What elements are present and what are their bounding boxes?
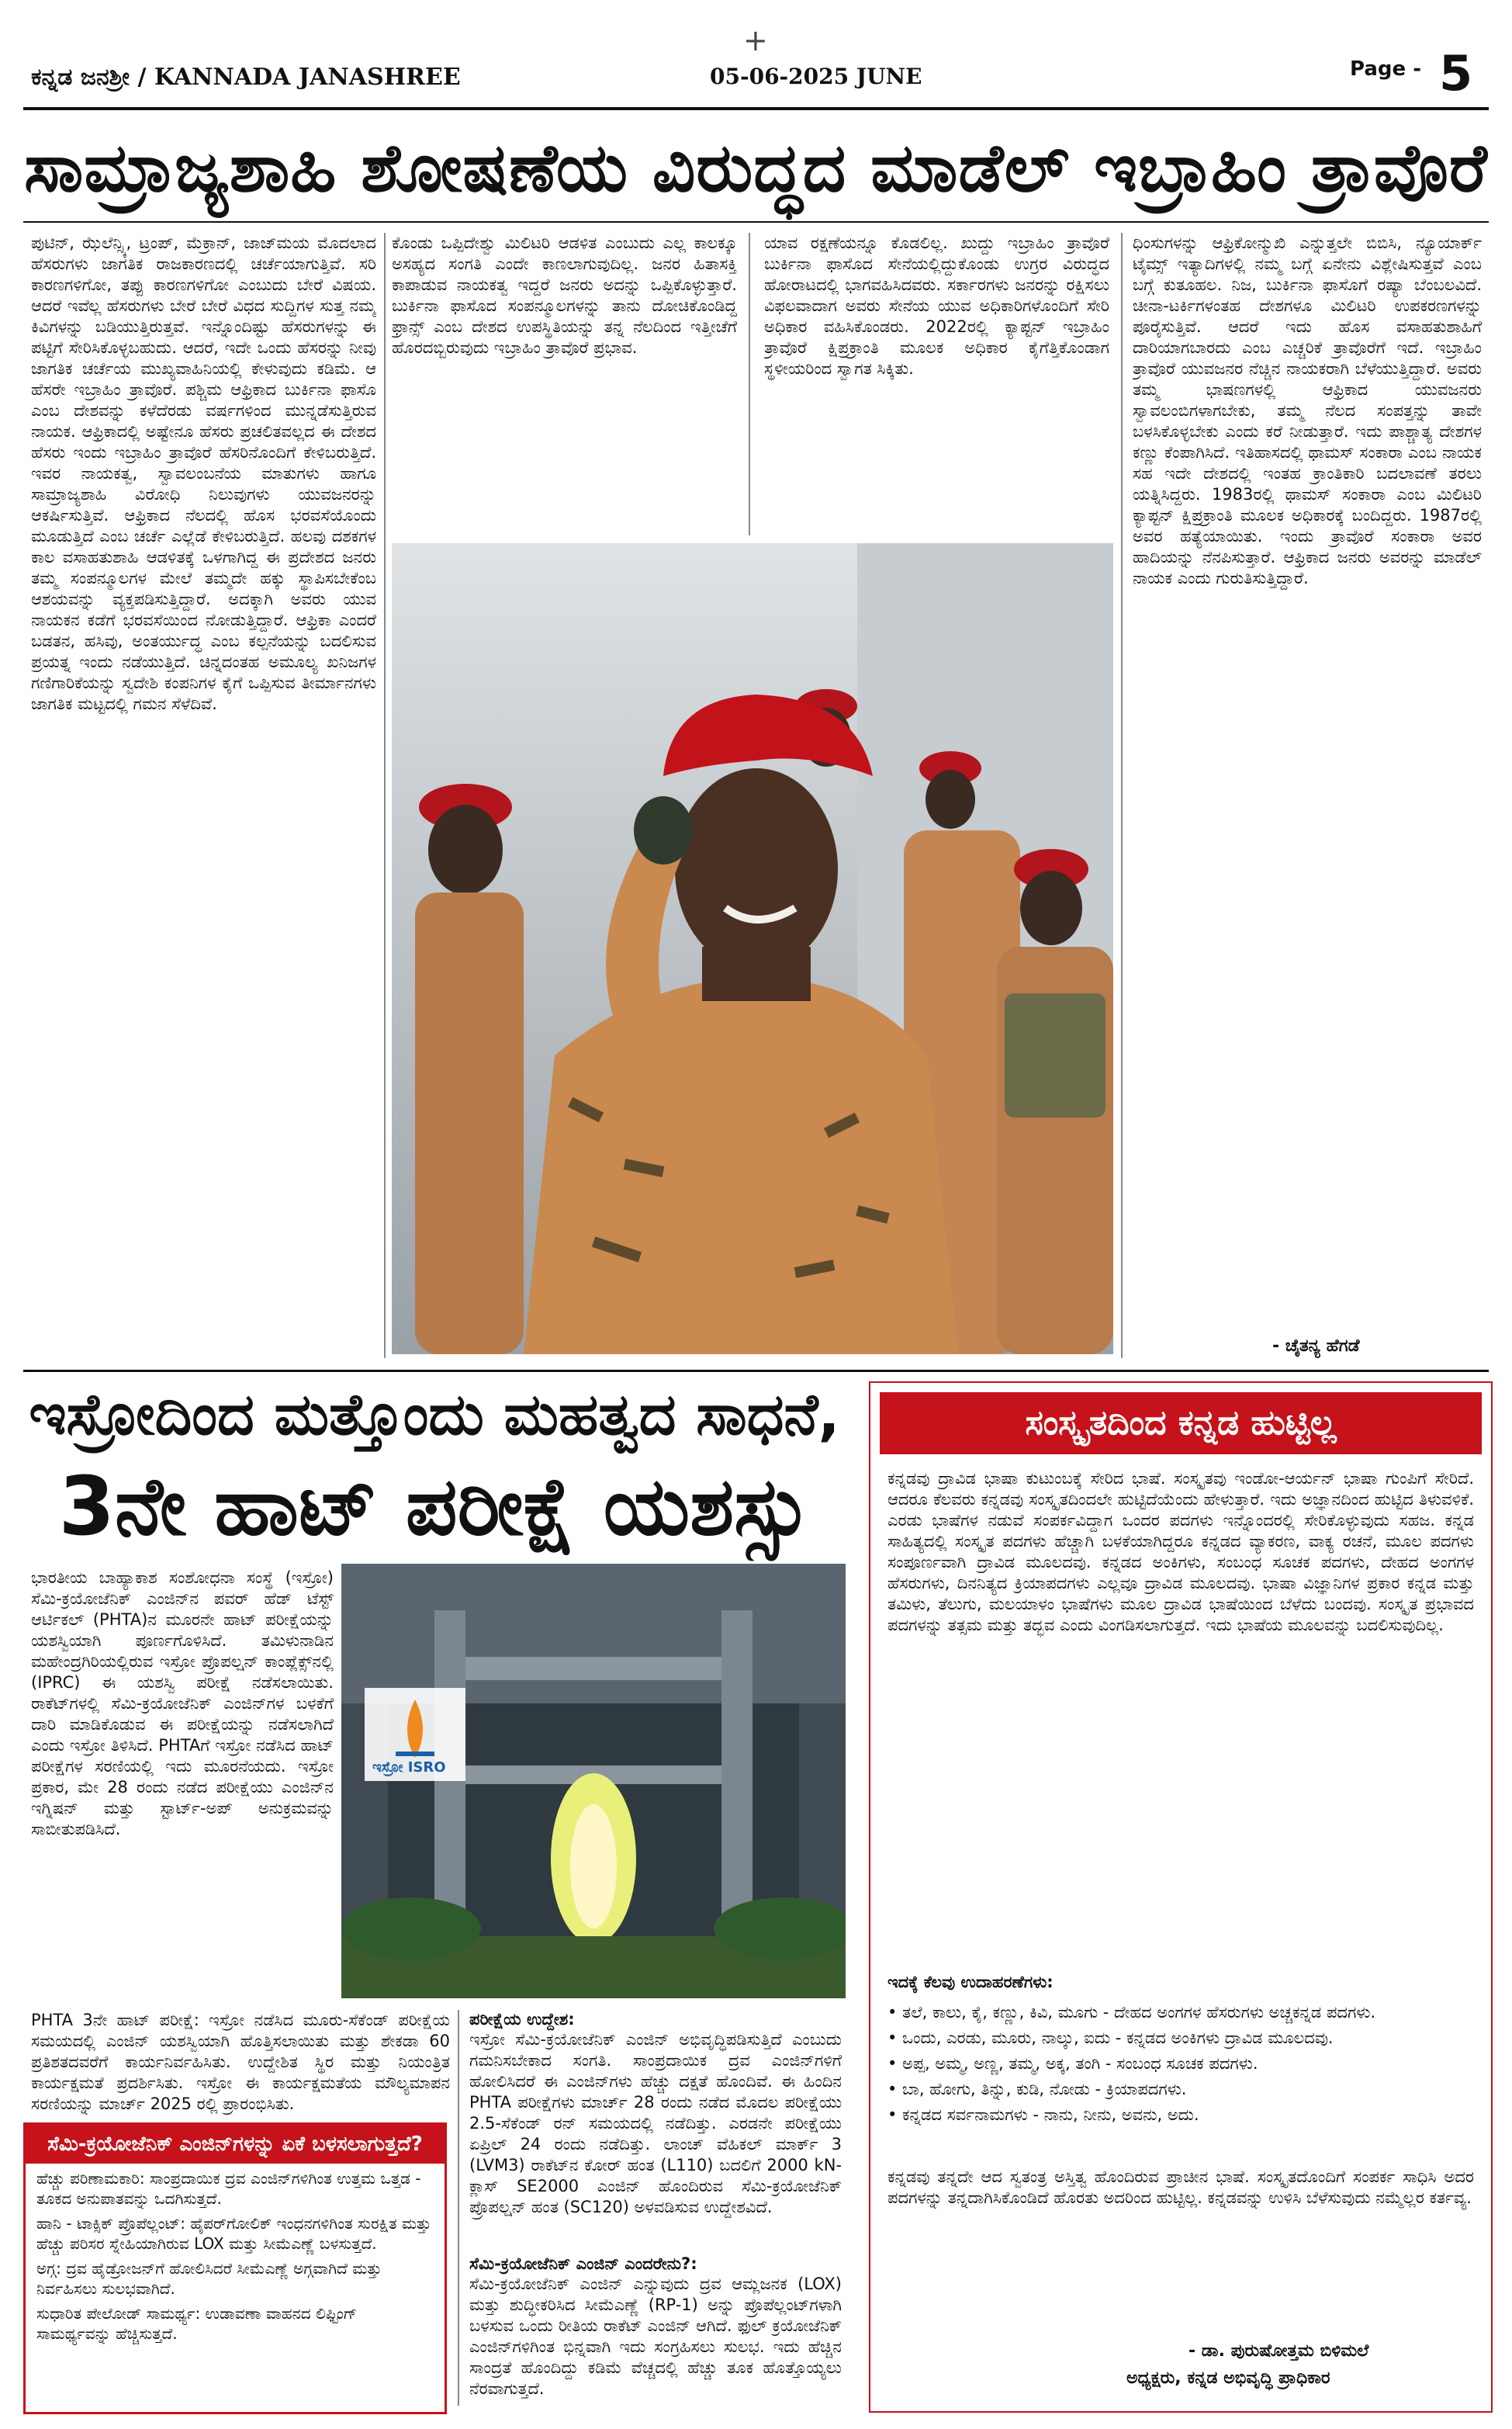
isro-test-photo xyxy=(341,1564,846,1998)
soldier-salute-image xyxy=(392,543,1113,1354)
sidebox-title: ಸೆಮಿ-ಕ್ರಯೋಜೆನಿಕ್ ಎಂಜಿನ್‌ಗಳನ್ನು ಏಕೆ ಬಳಸಲಾಗುತ್ತದೆ? xyxy=(26,2125,445,2164)
section-rule xyxy=(23,1370,1489,1372)
article2-column-b xyxy=(469,2010,842,2251)
column-c-subhead: ಸೆಮಿ-ಕ್ರಯೋಜೆನಿಕ್ ಎಂಜಿನ್ ಎಂದರೇನು?: xyxy=(469,2254,697,2273)
article2-headline-line1: ಇಸ್ರೋದಿಂದ ಮತ್ತೊಂದು ಮಹತ್ವದ ಸಾಧನೆ, xyxy=(29,1381,840,1448)
column-divider xyxy=(1121,233,1123,1358)
article1-column-2-top: ಕೊಂಡು ಒಪ್ಪಿದೇಶ್ವು ಮಿಲಿಟರಿ ಆಡಳಿತ ಎಂಬುದು ಎಲ್ಲ ಕಾಲಕ್ಕೂ ಅಸಹ್ಯದ ಸಂಗತಿ ಎಂದೇ ಕಾಣಲಾಗುವುದಿಲ್ಲ. ಜನರ ಹಿತಾಸಕ್ತಿ ಕಾಪಾಡುವ ನಾಯಕತ್ವ ಇದ್ದರೆ ಜನರು ಅದನ್ನು ಒಪ್ಪಿಕೊಳ್ಳುತ್ತಾರೆ. ಬುರ್ಕಿನಾ ಫಾಸೊದ ಸಂಪನ್ಮೂಲಗಳನ್ನು ತಾನು ದೋಚಿಕೊಂಡಿದ್ದ ಫ್ರಾನ್ಸ್ ಎಂಬ ದೇಶದ ಉಪಸ್ಥಿತಿಯನ್ನು ತನ್ನ ನೆಲದಿಂದ ಇತ್ತೀಚೆಗೆ ಹೊರದಬ್ಬಿರುವುದು ಇಬ್ರಾಹಿಂ ತ್ರಾವೊರೆ ಪ್ರಭಾವ. xyxy=(392,234,737,357)
sanskrit-list-intro: ಇದಕ್ಕೆ ಕೆಲವು ಉದಾಹರಣೆಗಳು: xyxy=(887,1973,1054,1991)
sanskrit-author-title: ಅಧ್ಯಕ್ಷರು, ಕನ್ನಡ ಅಭಿವೃದ್ಧಿ ಪ್ರಾಧಿಕಾರ xyxy=(1126,2368,1330,2388)
article2-headline-line2: 3ನೇ ಹಾಟ್ ಪರೀಕ್ಷೆ ಯಶಸ್ಸು xyxy=(58,1459,811,1554)
sidebox-item: ಸುಧಾರಿತ ಪೇಲೋಡ್ ಸಾಮರ್ಥ್ಯ: ಉಡಾವಣಾ ವಾಹನದ ಲಿಫ್ಟಿಂಗ್ ಸಾಮರ್ಥ್ಯವನ್ನು ಹೆಚ್ಚಿಸುತ್ತದೆ. xyxy=(36,2304,358,2343)
page-label: Page - xyxy=(1350,57,1421,81)
header-rule xyxy=(23,107,1489,110)
column-divider xyxy=(384,233,386,1358)
column-divider xyxy=(749,233,750,535)
sidebox xyxy=(23,2122,447,2414)
article2-column-c xyxy=(469,2254,842,2410)
engine-test-image xyxy=(341,1564,846,1998)
article1-headline: ಸಾಮ್ರಾಜ್ಯಶಾಹಿ ಶೋಷಣೆಯ ವಿರುದ್ಧದ ಮಾಡೆಲ್ ಇಬ್ರಾಹಿಂ ತ್ರಾವೊರೆ xyxy=(24,130,1488,207)
article2-column-a: PHTA 3ನೇ ಹಾಟ್ ಪರೀಕ್ಷೆ: ಇಸ್ರೋ ನಡೆಸಿದ ಮೂರು-ಸೆಕೆಂಡ್ ಪರೀಕ್ಷೆಯ ಸಮಯದಲ್ಲಿ ಎಂಜಿನ್ ಯಶಸ್ವಿಯಾಗಿ ಹೊತ್ತಿಸಲಾಯಿತು ಮತ್ತು ಶೇಕಡಾ 60 ಪ್ರತಿಶತದವರೆಗೆ ಕಾರ್ಯನಿರ್ವಹಿಸಿತು. ಉದ್ದೇಶಿತ ಸ್ಥಿರ ಮತ್ತು ನಿಯಂತ್ರಿತ ಕಾರ್ಯಕ್ಷಮತೆ ಪ್ರದರ್ಶಿಸಿತು. ಇಸ್ರೋ ಈ ಕಾರ್ಯಕ್ಷಮತೆಯ ಮೌಲ್ಯಮಾಪನ ಸರಣಿಯನ್ನು ಮಾರ್ಚ್ 2025 ರಲ್ಲಿ ಪ್ರಾರಂಭಿಸಿತು. xyxy=(31,2011,450,2113)
sanskrit-headline: ಸಂಸ್ಕೃತದಿಂದ ಕನ್ನಡ ಹುಟ್ಟಿಲ್ಲ xyxy=(880,1392,1482,1454)
list-item: • ಒಂದು, ಎರಡು, ಮೂರು, ನಾಲ್ಕು, ಐದು - ಕನ್ನಡದ ಅಂಕಿಗಳು ದ್ರಾವಿಡ ಮೂಲದವು. xyxy=(887,2029,1334,2047)
article1-author: - ಚೈತನ್ಯ ಹೆಗಡೆ xyxy=(1272,1336,1360,1356)
column-c-text: ಸೆಮಿ-ಕ್ರಯೋಜೆನಿಕ್ ಎಂಜಿನ್ ಎನ್ನುವುದು ದ್ರವ ಆಮ್ಲಜನಕ (LOX) ಮತ್ತು ಶುದ್ಧೀಕರಿಸಿದ ಸೀಮೆಎಣ್ಣೆ (RP-1) ಅನ್ನು ಪ್ರೊಪೆಲ್ಲಂಟ್‌ಗಳಾಗಿ ಬಳಸುವ ಒಂದು ರೀತಿಯ ರಾಕೆಟ್ ಎಂಜಿನ್ ಆಗಿದೆ. ಫುಲ್ ಕ್ರಯೋಜೆನಿಕ್ ಎಂಜಿನ್‌ಗಳಿಗಿಂತ ಭಿನ್ನವಾಗಿ ಇದು ಸಂಗ್ರಹಿಸಲು ಸುಲಭ. ಇದು ಹೆಚ್ಚಿನ ಸಾಂದ್ರತೆ ಹೊಂದಿದ್ದು ಕಡಿಮೆ ವೆಚ್ಚದಲ್ಲಿ ಹೆಚ್ಚು ತೂಕ ಹೊತ್ತೊಯ್ಯಲು ನೆರವಾಗುತ್ತದೆ. xyxy=(469,2275,842,2398)
sidebox-item: ಹಾನಿ - ಟಾಕ್ಸಿಕ್ ಪ್ರೊಪೆಲ್ಲಂಟ್: ಹೈಪರ್‌ಗೋಲಿಕ್ ಇಂಧನಗಳಿಗಿಂತ ಸುರಕ್ಷಿತ ಮತ್ತು ಹೆಚ್ಚು ಪರಿಸರ ಸ್ನೇಹಿಯಾಗಿರುವ LOX ಮತ್ತು ಸೀಮೆಎಣ್ಣೆ ಬಳಸುತ್ತದೆ. xyxy=(36,2214,431,2253)
headline-rule xyxy=(23,221,1489,223)
column-b-subhead: ಪರೀಕ್ಷೆಯ ಉದ್ದೇಶ: xyxy=(469,2010,575,2029)
masthead: ಕನ್ನಡ ಜನಶ್ರೀ / KANNADA JANASHREE xyxy=(31,64,461,91)
article1-column-4: ಧಿಂಸುಗಳನ್ನು ಆಫ್ರಿಕೋನ್ಮುಖಿ ಎನ್ನುತ್ತಲೇ ಬಿಬಿಸಿ, ನ್ಯೂಯಾರ್ಕ್ ಟೈಮ್ಸ್ ಇತ್ಯಾದಿಗಳಲ್ಲಿ ನಮ್ಮ ಬಗ್ಗೆ ಏನೇನು ವಿಶ್ಲೇಷಿಸುತ್ತವೆ ಎಂಬ ಬಗ್ಗೆ ಕುತೂಹಲ. ನಿಜ, ಬುರ್ಕಿನಾ ಫಾಸೊಗೆ ರಷ್ಯಾ ಬೆಂಬಲವಿದೆ. ಚೀನಾ-ಟರ್ಕಿಗಳಂತಹ ದೇಶಗಳೂ ಮಿಲಿಟರಿ ಉಪಕರಣಗಳನ್ನು ಪೂರೈಸುತ್ತಿವೆ. ಆದರೆ ಇದು ಹೊಸ ವಸಾಹತುಶಾಹಿಗೆ ದಾರಿಯಾಗಬಾರದು ಎಂಬ ಎಚ್ಚರಿಕೆ ತ್ರಾವೊರೆಗೆ ಇದೆ. ಇಬ್ರಾಹಿಂ ತ್ರಾವೊರೆ ಯುವಜನರ ನೆಚ್ಚಿನ ನಾಯಕರಾಗಿ ಬೆಳೆಯುತ್ತಿದ್ದಾರೆ. ಅವರು ತಮ್ಮ ಭಾಷಣಗಳಲ್ಲಿ ಆಫ್ರಿಕಾದ ಯುವಜನರು ಸ್ವಾವಲಂಬಿಗಳಾಗಬೇಕು, ತಮ್ಮ ನೆಲದ ಸಂಪತ್ತನ್ನು ತಾವೇ ಬಳಸಿಕೊಳ್ಳಬೇಕು ಎಂದು ಕರೆ ನೀಡುತ್ತಾರೆ. ಇದು ಪಾಶ್ಚಾತ್ಯ ದೇಶಗಳ ಕಣ್ಣು ಕೆಂಪಾಗಿಸಿದೆ. ಇತಿಹಾಸದಲ್ಲಿ ಥಾಮಸ್ ಸಂಕಾರಾ ಎಂಬ ನಾಯಕ ಸಹ ಇದೇ ದೇಶದಲ್ಲಿ ಇಂತಹ ಕ್ರಾಂತಿಕಾರಿ ಬದಲಾವಣೆ ತರಲು ಯತ್ನಿಸಿದ್ದರು. 1983ರಲ್ಲಿ ಥಾಮಸ್ ಸಂಕಾರಾ ಎಂಬ ಮಿಲಿಟರಿ ಕ್ಯಾಪ್ಟನ್ ಕ್ಷಿಪ್ರಕ್ರಾಂತಿ ಮೂಲಕ ಅಧಿಕಾರಕ್ಕೆ ಬಂದಿದ್ದರು. 1987ರಲ್ಲಿ ಅವರ ಹತ್ಯೆಯಾಯಿತು. ಇಂದು ತ್ರಾವೊರೆ ಸಂಕಾರಾ ಅವರ ಹಾದಿಯನ್ನು ನೆನಪಿಸುತ್ತಾರೆ. ಆಫ್ರಿಕಾದ ಜನರು ಅವರನ್ನು ಮಾಡೆಲ್ ನಾಯಕ ಎಂದು ಗುರುತಿಸುತ್ತಿದ್ದಾರೆ. xyxy=(1133,234,1482,587)
sanskrit-closing: ಕನ್ನಡವು ತನ್ನದೇ ಆದ ಸ್ವತಂತ್ರ ಅಸ್ತಿತ್ವ ಹೊಂದಿರುವ ಪ್ರಾಚೀನ ಭಾಷೆ. ಸಂಸ್ಕೃತದೊಂದಿಗೆ ಸಂಪರ್ಕ ಸಾಧಿಸಿ ಅದರ ಪದಗಳನ್ನು ತನ್ನದಾಗಿಸಿಕೊಂಡಿದೆ ಹೊರತು ಅದರಿಂದ ಹುಟ್ಟಿಲ್ಲ. ಕನ್ನಡವನ್ನು ಉಳಿಸಿ ಬೆಳೆಸುವುದು ನಮ್ಮೆಲ್ಲರ ಕರ್ತವ್ಯ. xyxy=(887,2167,1474,2207)
page-number: 5 xyxy=(1439,45,1473,102)
column-divider xyxy=(458,2010,459,2406)
sidebox-item: ಅಗ್ಗ: ದ್ರವ ಹೈಡ್ರೋಜನ್‌ಗೆ ಹೋಲಿಸಿದರೆ ಸೀಮೆಎಣ್ಣೆ ಅಗ್ಗವಾಗಿದೆ ಮತ್ತು ನಿರ್ವಹಿಸಲು ಸುಲಭವಾಗಿದೆ. xyxy=(36,2259,382,2298)
article2-intro: ಭಾರತೀಯ ಬಾಹ್ಯಾಕಾಶ ಸಂಶೋಧನಾ ಸಂಸ್ಥೆ (ಇಸ್ರೋ) ಸೆಮಿ-ಕ್ರಯೋಜೆನಿಕ್ ಎಂಜಿನ್‌ನ ಪವರ್ ಹೆಡ್ ಟೆಸ್ಟ್ ಆರ್ಟಿಕಲ್ (PHTA)ನ ಮೂರನೇ ಹಾಟ್ ಪರೀಕ್ಷೆಯನ್ನು ಯಶಸ್ವಿಯಾಗಿ ಪೂರ್ಣಗೊಳಿಸಿದೆ. ತಮಿಳುನಾಡಿನ ಮಹೇಂದ್ರಗಿರಿಯಲ್ಲಿರುವ ಇಸ್ರೋ ಪ್ರೊಪಲ್ಷನ್ ಕಾಂಪ್ಲೆಕ್ಸ್‌ನಲ್ಲಿ (IPRC) ಈ ಯಶಸ್ವಿ ಪರೀಕ್ಷೆ ನಡೆಸಲಾಯಿತು. ರಾಕೆಟ್‌ಗಳಲ್ಲಿ ಸೆಮಿ-ಕ್ರಯೋಜೆನಿಕ್ ಎಂಜಿನ್‌ಗಳ ಬಳಕೆಗೆ ದಾರಿ ಮಾಡಿಕೊಡುವ ಈ ಪರೀಕ್ಷೆಯನ್ನು ನಡೆಸಲಾಗಿದೆ ಎಂದು ಇಸ್ರೋ ತಿಳಿಸಿದೆ. PHTAಗೆ ಇಸ್ರೋ ನಡೆಸಿದ ಹಾಟ್ ಪರೀಕ್ಷೆಗಳ ಸರಣಿಯಲ್ಲಿ ಇದು ಮೂರನೆಯದು. ಇಸ್ರೋ ಪ್ರಕಾರ, ಮೇ 28 ರಂದು ನಡೆದ ಪರೀಕ್ಷೆಯು ಎಂಜಿನ್‌ನ ಇಗ್ನಿಷನ್ ಮತ್ತು ಸ್ಟಾರ್ಟ್-ಅಪ್ ಅನುಕ್ರಮವನ್ನು ಸಾಬೀತುಪಡಿಸಿದೆ. xyxy=(31,1568,334,1838)
article1-column-3-top: ಯಾವ ರಕ್ಷಣೆಯನ್ನೂ ಕೊಡಲಿಲ್ಲ. ಖುದ್ದು ಇಬ್ರಾಹಿಂ ತ್ರಾವೊರೆ ಬುರ್ಕಿನಾ ಫಾಸೊದ ಸೇನೆಯಲ್ಲಿದ್ದುಕೊಂಡು ಉಗ್ರರ ವಿರುದ್ಧದ ಹೋರಾಟದಲ್ಲಿ ಭಾಗವಹಿಸಿದವರು. ಸರ್ಕಾರಗಳು ಜನರನ್ನು ರಕ್ಷಿಸಲು ವಿಫಲವಾದಾಗ ಅವರು ಸೇನೆಯ ಯುವ ಅಧಿಕಾರಿಗಳೊಂದಿಗೆ ಸೇರಿ ಅಧಿಕಾರ ವಹಿಸಿಕೊಂಡರು. 2022ರಲ್ಲಿ ಕ್ಯಾಪ್ಟನ್ ಇಬ್ರಾಹಿಂ ತ್ರಾವೊರೆ ಕ್ಷಿಪ್ರಕ್ರಾಂತಿ ಮೂಲಕ ಅಧಿಕಾರ ಕೈಗೆತ್ತಿಕೊಂಡಾಗ ಸ್ಥಳೀಯರಿಂದ ಸ್ವಾಗತ ಸಿಕ್ಕಿತು. xyxy=(764,234,1109,378)
sanskrit-article-box xyxy=(869,1381,1493,2413)
list-item: • ತಲೆ, ಕಾಲು, ಕೈ, ಕಣ್ಣು, ಕಿವಿ, ಮೂಗು - ದೇಹದ ಅಂಗಗಳ ಹೆಸರುಗಳು ಅಚ್ಚಕನ್ನಡ ಪದಗಳು. xyxy=(887,2003,1376,2022)
registration-mark: + xyxy=(743,23,768,57)
sidebox-item: ಹೆಚ್ಚು ಪರಿಣಾಮಕಾರಿ: ಸಾಂಪ್ರದಾಯಿಕ ದ್ರವ ಎಂಜಿನ್‌ಗಳಿಗಿಂತ ಉತ್ತಮ ಒತ್ತಡ - ತೂಕದ ಅನುಪಾತವನ್ನು ಒದಗಿಸುತ್ತದೆ. xyxy=(36,2169,421,2208)
isro-logo-text: ಇಸ್ರೋ ISRO xyxy=(372,1759,446,1776)
sanskrit-body: ಕನ್ನಡವು ದ್ರಾವಿಡ ಭಾಷಾ ಕುಟುಂಬಕ್ಕೆ ಸೇರಿದ ಭಾಷೆ. ಸಂಸ್ಕೃತವು ಇಂಡೋ-ಆರ್ಯನ್ ಭಾಷಾ ಗುಂಪಿಗೆ ಸೇರಿದೆ. ಆದರೂ ಕೆಲವರು ಕನ್ನಡವು ಸಂಸ್ಕೃತದಿಂದಲೇ ಹುಟ್ಟಿದೆಯೆಂದು ಹೇಳುತ್ತಾರೆ. ಇದು ಅಜ್ಞಾನದಿಂದ ಹುಟ್ಟಿದ ತಿಳುವಳಿಕೆ. ಎರಡು ಭಾಷೆಗಳ ನಡುವೆ ಸಂಪರ್ಕವಿದ್ದಾಗ ಒಂದರ ಪದಗಳು ಇನ್ನೊಂದರಲ್ಲಿ ಸೇರಿಕೊಳ್ಳುವುದು ಸಹಜ. ಕನ್ನಡ ಸಾಹಿತ್ಯದಲ್ಲಿ ಸಂಸ್ಕೃತ ಪದಗಳು ಹೆಚ್ಚಾಗಿ ಬಳಕೆಯಾಗಿದ್ದರೂ ಕನ್ನಡದ ವ್ಯಾಕರಣ, ವಾಕ್ಯ ರಚನೆ, ಮೂಲ ಪದಗಳು ಸಂಪೂರ್ಣವಾಗಿ ದ್ರಾವಿಡ ಮೂಲದವು. ಕನ್ನಡದ ಅಂಕಿಗಳು, ಸಂಬಂಧ ಸೂಚಕ ಪದಗಳು, ದೇಹದ ಅಂಗಗಳ ಹೆಸರುಗಳು, ದಿನನಿತ್ಯದ ಕ್ರಿಯಾಪದಗಳು ಎಲ್ಲವೂ ದ್ರಾವಿಡ ಮೂಲದವು. ಭಾಷಾ ವಿಜ್ಞಾನಿಗಳ ಪ್ರಕಾರ ಕನ್ನಡ ಮತ್ತು ತಮಿಳು, ತೆಲುಗು, ಮಲಯಾಳಂ ಭಾಷೆಗಳು ಮೂಲ ದ್ರಾವಿಡ ಭಾಷೆಯಿಂದ ಬೆಳೆದು ಬಂದವು. ಸಂಸ್ಕೃತ ಪ್ರಭಾವದ ಪದಗಳನ್ನು ತತ್ಸಮ ಮತ್ತು ತದ್ಭವ ಎಂದು ವಿಂಗಡಿಸಲಾಗುತ್ತದೆ. ಇದು ಭಾಷೆಯ ಮೂಲವನ್ನು ಬದಲಿಸುವುದಿಲ್ಲ. xyxy=(887,1469,1474,1634)
article1-photo xyxy=(392,543,1113,1354)
list-item: • ಬಾ, ಹೋಗು, ತಿನ್ನು, ಕುಡಿ, ನೋಡು - ಕ್ರಿಯಾಪದಗಳು. xyxy=(887,2080,1187,2098)
sanskrit-author: - ಡಾ. ಪುರುಷೋತ್ತಮ ಬಿಳಿಮಲೆ xyxy=(1188,2341,1369,2361)
list-item: • ಅಪ್ಪ, ಅಮ್ಮ, ಅಣ್ಣ, ತಮ್ಮ, ಅಕ್ಕ, ತಂಗಿ - ಸಂಬಂಧ ಸೂಚಕ ಪದಗಳು. xyxy=(887,2054,1258,2073)
column-b-text: ಇಸ್ರೋ ಸೆಮಿ-ಕ್ರಯೋಜೆನಿಕ್ ಎಂಜಿನ್ ಅಭಿವೃದ್ಧಿಪಡಿಸುತ್ತಿದೆ ಎಂಬುದು ಗಮನಿಸಬೇಕಾದ ಸಂಗತಿ. ಸಾಂಪ್ರದಾಯಿಕ ದ್ರವ ಎಂಜಿನ್‌ಗಳಿಗೆ ಹೋಲಿಸಿದರೆ ಈ ಎಂಜಿನ್‌ಗಳು ಹೆಚ್ಚು ದಕ್ಷತೆ ಹೊಂದಿವೆ. ಈ ಹಿಂದಿನ PHTA ಪರೀಕ್ಷೆಗಳು ಮಾರ್ಚ್ 28 ರಂದು ನಡೆದ ಮೊದಲ ಪರೀಕ್ಷೆಯು 2.5-ಸೆಕೆಂಡ್ ರನ್ ಸಮಯದಲ್ಲಿ ನಡೆದಿತ್ತು. ಎರಡನೇ ಪರೀಕ್ಷೆಯು ಏಪ್ರಿಲ್ 24 ರಂದು ನಡೆದಿತ್ತು. ಲಾಂಚ್ ವೆಹಿಕಲ್ ಮಾರ್ಕ್ 3 (LVM3) ರಾಕೆಟ್‌ನ ಕೋರ್ ಹಂತ (L110) ಬದಲಿಗೆ 2000 kN-ಕ್ಲಾಸ್ SE2000 ಎಂಜಿನ್ ಹೊಂದಿರುವ ಸೆಮಿ-ಕ್ರಯೋಜೆನಿಕ್ ಪ್ರೊಪಲ್ಷನ್ ಹಂತ (SC120) ಅಳವಡಿಸುವ ಉದ್ದೇಶವಿದೆ. xyxy=(469,2030,842,2216)
article1-column-1: ಪುಟಿನ್, ಝೆಲೆನ್ಸ್ಕಿ, ಟ್ರಂಪ್, ಮೆಕ್ರಾನ್, ಜಾಜ್‌ಮಯ ಮೊದಲಾದ ಹೆಸರುಗಳು ಜಾಗತಿಕ ರಾಜಕಾರಣದಲ್ಲಿ ಚರ್ಚೆಯಾಗುತ್ತಿವೆ. ಸರಿ ಕಾರಣಗಳಿಗೋ, ತಪ್ಪು ಕಾರಣಗಳಿಗೋ ಎಂಬುದು ಬೇರೆ ವಿಷಯ. ಆದರೆ ಇವೆಲ್ಲ ಹೆಸರುಗಳು ಬೇರೆ ಬೇರೆ ವಿಧದ ಸುದ್ದಿಗಳ ಸುತ್ತ ನಮ್ಮ ಕಿವಿಗಳನ್ನು ಬಡಿಯುತ್ತಿರುತ್ತವೆ. ಇನ್ನೊಂದಿಷ್ಟು ಹೆಸರುಗಳನ್ನು ಈ ಪಟ್ಟಿಗೆ ಸೇರಿಸಿಕೊಳ್ಳಬಹುದು. ಆದರೆ, ಇದೇ ಒಂದು ಹೆಸರನ್ನು ನೀವು ಜಾಗತಿಕ ಚರ್ಚೆಯ ಮುಖ್ಯವಾಹಿನಿಯಲ್ಲಿ ಕೇಳುವುದು ಕಡಿಮೆ. ಆ ಹೆಸರೇ ಇಬ್ರಾಹಿಂ ತ್ರಾವೊರೆ. ಪಶ್ಚಿಮ ಆಫ್ರಿಕಾದ ಬುರ್ಕಿನಾ ಫಾಸೊ ಎಂಬ ದೇಶವನ್ನು ಕಳೆದೆರಡು ವರ್ಷಗಳಿಂದ ಮುನ್ನಡೆಸುತ್ತಿರುವ ನಾಯಕ. ಆಫ್ರಿಕಾದಲ್ಲಿ ಅಷ್ಟೇನೂ ಹೆಸರು ಪ್ರಚಲಿತವಲ್ಲದ ಈ ದೇಶದ ಹೆಸರು ಇಂದು ಇಬ್ರಾಹಿಂ ತ್ರಾವೊರೆ ಹೆಸರಿನೊಂದಿಗೆ ಕೇಳಿಬರುತ್ತಿದೆ. ಇವರ ನಾಯಕತ್ವ, ಸ್ವಾವಲಂಬನೆಯ ಮಾತುಗಳು ಹಾಗೂ ಸಾಮ್ರಾಜ್ಯಶಾಹಿ ವಿರೋಧಿ ನಿಲುವುಗಳು ಯುವಜನರನ್ನು ಆಕರ್ಷಿಸುತ್ತಿವೆ. ಆಫ್ರಿಕಾದ ನೆಲದಲ್ಲಿ ಹೊಸ ಭರವಸೆಯೊಂದು ಮೂಡುತ್ತಿದೆ ಎಂಬ ಚರ್ಚೆ ಎಲ್ಲೆಡೆ ಕೇಳಿಬರುತ್ತಿದೆ. ಹಲವು ದಶಕಗಳ ಕಾಲ ವಸಾಹತುಶಾಹಿ ಆಡಳಿತಕ್ಕೆ ಒಳಗಾಗಿದ್ದ ಈ ಪ್ರದೇಶದ ಜನರು ತಮ್ಮ ಸಂಪನ್ಮೂಲಗಳ ಮೇಲೆ ತಮ್ಮದೇ ಹಕ್ಕು ಸ್ಥಾಪಿಸಬೇಕೆಂಬ ಆಶಯವನ್ನು ವ್ಯಕ್ತಪಡಿಸುತ್ತಿದ್ದಾರೆ. ಅದಕ್ಕಾಗಿ ಅವರು ಯುವ ನಾಯಕನ ಕಡೆಗೆ ಭರವಸೆಯಿಂದ ನೋಡುತ್ತಿದ್ದಾರೆ. ಆಫ್ರಿಕಾ ಎಂದರೆ ಬಡತನ, ಹಸಿವು, ಅಂತರ್ಯುದ್ಧ ಎಂಬ ಕಲ್ಪನೆಯನ್ನು ಬದಲಿಸುವ ಪ್ರಯತ್ನ ಇಂದು ನಡೆಯುತ್ತಿದೆ. ಚಿನ್ನದಂತಹ ಅಮೂಲ್ಯ ಖನಿಜಗಳ ಗಣಿಗಾರಿಕೆಯನ್ನು ಸ್ವದೇಶಿ ಕಂಪನಿಗಳ ಕೈಗೆ ಒಪ್ಪಿಸುವ ತೀರ್ಮಾನಗಳು ಜಾಗತಿಕ ಮಟ್ಟದಲ್ಲಿ ಗಮನ ಸೆಳೆದಿವೆ. xyxy=(31,234,376,713)
issue-date: 05-06-2025 JUNE xyxy=(710,64,922,89)
list-item: • ಕನ್ನಡದ ಸರ್ವನಾಮಗಳು - ನಾನು, ನೀನು, ಅವನು, ಅದು. xyxy=(887,2105,1199,2124)
sanskrit-example-list xyxy=(887,2000,1474,2128)
